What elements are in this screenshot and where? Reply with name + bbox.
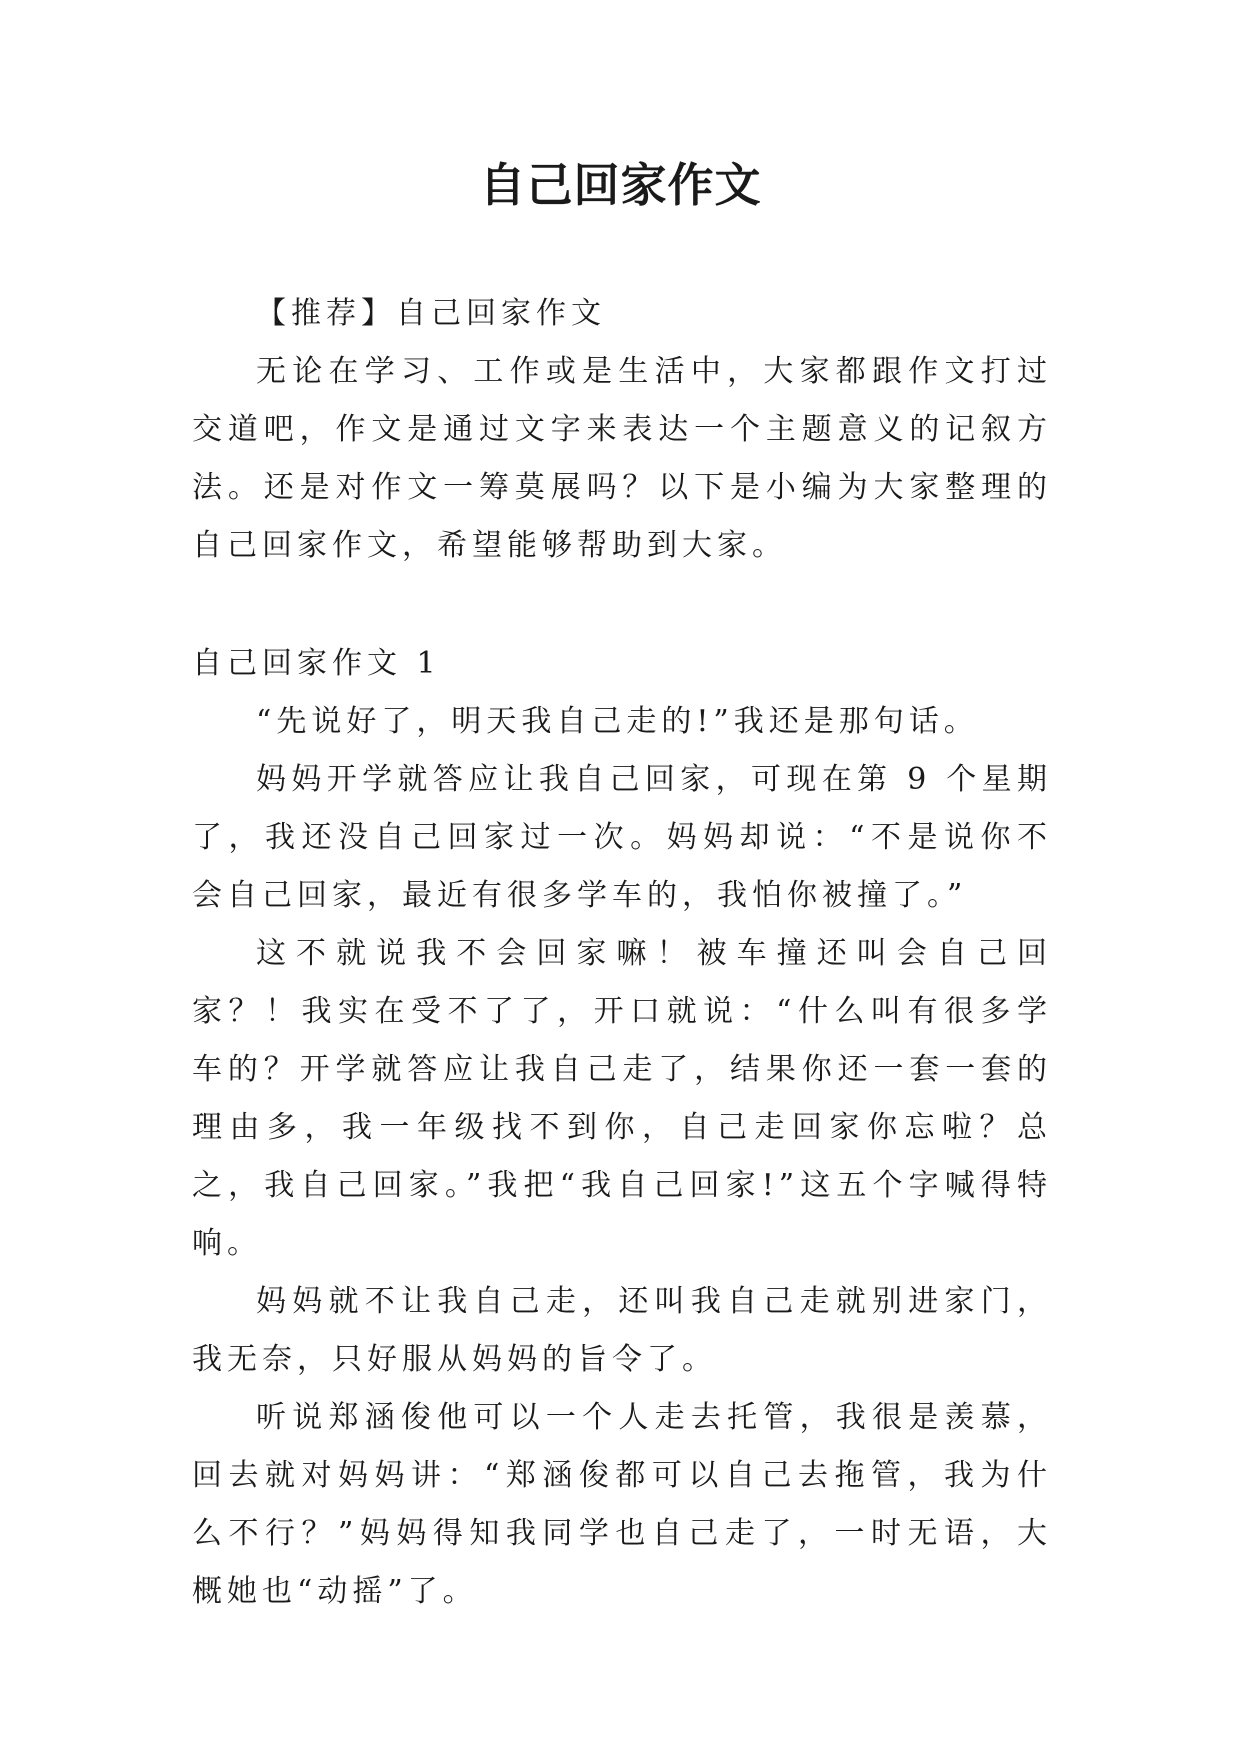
paragraph: 听说郑涵俊他可以一个人走去托管，我很是羡慕，回去就对妈妈讲：“郑涵俊都可以自己去拖管，我为什么不行？”妈妈得知我同学也自己走了，一时无语，大概她也“动摇”了。	[192, 1400, 1052, 1609]
paragraph: 妈妈就不让我自己走，还叫我自己走就别进家门，我无奈，只好服从妈妈的旨令了。	[192, 1284, 1052, 1377]
intro-heading: 【推荐】自己回家作文	[256, 296, 606, 331]
paragraph: “先说好了，明天我自己走的!”我还是那句话。	[256, 704, 979, 739]
section-title: 自己回家作文 1	[192, 646, 441, 681]
paragraph: 妈妈开学就答应让我自己回家，可现在第 9 个星期了，我还没自己回家过一次。妈妈却说：“不是说你不会自己回家，最近有很多学车的，我怕你被撞了。”	[192, 762, 1052, 913]
section-spacer	[192, 575, 1052, 635]
document-body	[192, 285, 1052, 1621]
page-title: 自己回家作文	[479, 158, 762, 212]
intro-paragraph: 无论在学习、工作或是生活中，大家都跟作文打过交道吧，作文是通过文字来表达一个主题意义的记叙方法。还是对作文一筹莫展吗？以下是小编为大家整理的自己回家作文，希望能够帮助到大家。	[192, 354, 1052, 563]
paragraph: 这不就说我不会回家嘛！被车撞还叫会自己回家？！我实在受不了了，开口就说：“什么叫有很多学车的？开学就答应让我自己走了，结果你还一套一套的理由多，我一年级找不到你，自己走回家你忘啦？总之，我自己回家。”我把“我自己回家!”这五个字喊得特响。	[192, 936, 1052, 1261]
